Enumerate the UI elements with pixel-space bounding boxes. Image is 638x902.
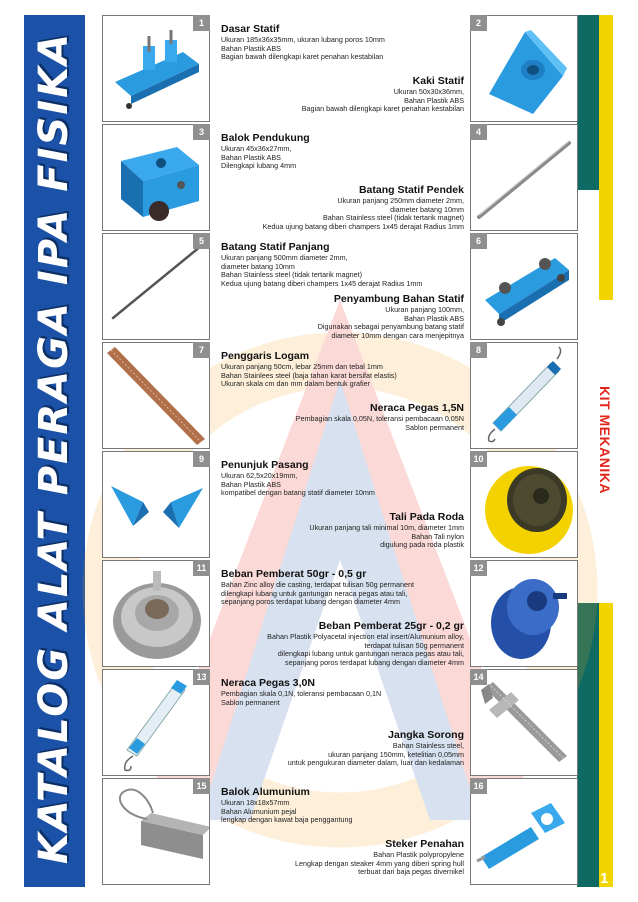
item-row-2 [102, 124, 578, 231]
item-spec: Bahan Stainless steel, [392, 741, 464, 750]
item-spec: Kedua ujung batang diberi champers 1x45 derajat Radius 1mm [262, 221, 464, 231]
item-title: Tali Pada Roda [389, 511, 464, 523]
item-image-10 [470, 451, 578, 558]
item-title: Batang Statif Panjang [221, 241, 330, 253]
balok-pendukung-icon [103, 125, 210, 231]
item-number: 13 [193, 669, 210, 685]
item-image-15 [102, 778, 210, 885]
item-spec: Bahan Alumunium pejal [221, 806, 297, 816]
item-spec: Kedua ujung batang diberi champers 1x45 derajat Radius 1mm [221, 278, 423, 288]
item-spec: Ukuran panjang tali minimal 10m, diameter 1mm [309, 523, 464, 532]
item-image-1 [102, 15, 210, 122]
penyambung-statif-icon [471, 234, 578, 340]
item-spec: dilengkapi lubang untuk gantungan neraca pegas atau tali, [221, 588, 408, 598]
item-spec: Ukuran panjang 500mm diameter 2mm, [221, 253, 348, 262]
item-description-15 [221, 786, 471, 825]
item-spec: Sablon permanent [221, 697, 280, 707]
item-row-1 [102, 15, 578, 122]
item-spec: Bahan Stainlees steel (baja tahan karat bersifat elastis) [221, 370, 397, 380]
item-spec: dilengkapi lubang untuk gantungan neraca pegas atau tali, [277, 649, 464, 659]
item-title: Dasar Statif [221, 23, 280, 35]
item-number: 11 [193, 560, 210, 576]
item-description-6 [204, 293, 464, 340]
item-spec: Ukuran panjang 50cm, lebar 25mm dan tebal 1mm [221, 362, 383, 371]
kaki-statif-icon [471, 16, 578, 122]
item-title: Penggaris Logam [221, 350, 310, 362]
teal-strip-top [577, 15, 599, 190]
item-spec: Lengkap dengan steaker 4mm yang diberi spring hull [294, 858, 464, 868]
yellow-strip-top [599, 15, 613, 300]
item-description-2 [204, 75, 464, 114]
neraca-pegas-icon [471, 343, 578, 449]
item-number: 4 [470, 124, 487, 140]
item-spec: Bahan Plastik ABS [221, 479, 281, 489]
item-spec: Sablon permanent [405, 422, 464, 432]
item-number: 8 [470, 342, 487, 358]
item-spec: lengkap dengan kawat baja penggantung [221, 815, 353, 825]
batang-statif-panjang-icon [103, 234, 210, 340]
item-image-8 [470, 342, 578, 449]
item-title: Beban Pemberat 25gr - 0,2 gr [318, 620, 464, 632]
steker-penahan-icon [471, 779, 578, 885]
item-spec: Ukuran panjang 250mm diameter 2mm, [337, 196, 464, 205]
item-title: Balok Pendukung [221, 132, 310, 144]
item-spec: Pembagian skala 0,1N, toleransi pembacaan 0,1N [221, 689, 382, 698]
item-description-11 [221, 568, 471, 607]
item-title: Penunjuk Pasang [221, 459, 309, 471]
item-spec: terbuat dari baja pegas divernikel [358, 867, 464, 877]
yellow-strip-bottom [599, 603, 613, 887]
item-image-3 [102, 124, 210, 231]
item-spec: terdapat tulisan 50g permanent [364, 640, 464, 650]
item-spec: sepanjang poros terdapat lubang dengan diameter 4mm [284, 657, 464, 667]
item-row-3 [102, 233, 578, 340]
item-spec: Pembagian skala 0,05N, toleransi pembacaan 0,05N [295, 414, 464, 423]
item-title: Beban Pemberat 50gr - 0,5 gr [221, 568, 367, 580]
item-number: 14 [470, 669, 487, 685]
teal-strip-bottom [577, 603, 599, 887]
item-title: Batang Statif Pendek [358, 184, 464, 196]
item-spec: Ukuran 18x18x57mm [221, 798, 290, 807]
item-spec: untuk pengukuran diameter dalam, luar dan kedalaman [287, 758, 464, 768]
item-spec: sepanjang poros terdapat lubang dengan diameter 4mm [221, 597, 401, 607]
item-number: 15 [193, 778, 210, 794]
item-spec: Bagian bawah dilengkapi karet penahan kestabilan [221, 52, 384, 62]
item-number: 12 [470, 560, 487, 576]
item-description-9 [221, 459, 471, 498]
item-description-3 [221, 132, 471, 171]
item-spec: diameter 10mm dengan cara menjepitnya [331, 330, 464, 340]
item-spec: Bagian bawah dilengkapi karet penahan kestabilan [301, 104, 464, 114]
item-spec: Ukuran 45x36x27mm, [221, 144, 292, 153]
item-image-7 [102, 342, 210, 449]
item-spec: ukuran panjang 150mm, ketelitian 0,05mm [328, 749, 464, 759]
item-number: 9 [193, 451, 210, 467]
penggaris-logam-icon [103, 343, 210, 449]
section-label: KIT MEKANIKA [597, 386, 613, 494]
item-spec: Ukuran 185x36x35mm, ukuran lubang poros 10mm [221, 35, 385, 44]
tali-roda-icon [471, 452, 578, 558]
item-number: 3 [193, 124, 210, 140]
dasar-statif-icon [103, 16, 210, 122]
item-description-13 [221, 677, 471, 707]
item-number: 1 [193, 15, 210, 31]
item-number: 6 [470, 233, 487, 249]
item-spec: Digunakan sebagai penyambung batang statif [317, 322, 464, 332]
item-description-10 [204, 511, 464, 550]
item-number: 10 [470, 451, 487, 467]
item-spec: Bahan Plastik ABS [221, 43, 281, 53]
item-image-14 [470, 669, 578, 776]
item-image-12 [470, 560, 578, 667]
item-description-7 [221, 350, 471, 389]
item-image-6 [470, 233, 578, 340]
item-image-2 [470, 15, 578, 122]
item-spec: Bahan Stainless steel (tidak tertarik magnet) [322, 213, 464, 223]
item-description-16 [204, 838, 464, 877]
item-image-13 [102, 669, 210, 776]
item-number: 5 [193, 233, 210, 249]
item-image-16 [470, 778, 578, 885]
neraca-pegas-3n-icon [103, 670, 210, 776]
item-spec: Bahan Plastik ABS [404, 313, 464, 323]
item-number: 7 [193, 342, 210, 358]
item-title: Jangka Sorong [388, 729, 464, 741]
item-spec: Ukuran 62,5x20x19mm, [221, 471, 298, 480]
item-spec: Ukuran skala cm dan mm dalam bentuk grafier [221, 379, 371, 389]
item-description-12 [204, 620, 464, 667]
item-spec: diameter batang 10mm [221, 261, 295, 271]
item-spec: Bahan Plastik ABS [404, 95, 464, 105]
item-row-6 [102, 560, 578, 667]
catalog-title: KATALOG ALAT PERAGA IPA FISIKA [31, 31, 77, 865]
item-spec: Ukuran panjang 100mm, [385, 305, 464, 314]
jangka-sorong-icon [471, 670, 578, 776]
item-spec: Bahan Plastik ABS [221, 152, 281, 162]
page-number: 1 [600, 870, 609, 887]
item-image-5 [102, 233, 210, 340]
item-description-4 [204, 184, 464, 231]
item-description-1 [221, 23, 471, 62]
penunjuk-pasang-icon [103, 452, 210, 558]
item-spec: Bahan Stainless steel (tidak tertarik magnet) [221, 270, 363, 280]
item-title: Balok Alumunium [221, 786, 310, 798]
item-description-5 [221, 241, 471, 288]
item-title: Neraca Pegas 3,0N [221, 677, 315, 689]
item-spec: Bahan Plastik polypropylene [373, 850, 464, 859]
batang-statif-pendek-icon [471, 125, 578, 231]
balok-alumunium-icon [103, 779, 210, 885]
item-spec: Bahan Tali nylon [411, 531, 464, 541]
item-description-14 [204, 729, 464, 768]
item-row-7 [102, 669, 578, 776]
item-row-5 [102, 451, 578, 558]
item-spec: diameter batang 10mm [390, 204, 464, 214]
beban-pemberat-logam-icon [103, 561, 210, 667]
item-number: 16 [470, 778, 487, 794]
item-spec: kompatibel dengan batang statif diameter 10mm [221, 488, 375, 498]
item-title: Neraca Pegas 1,5N [370, 402, 464, 414]
item-spec: Bahan Plastik Polyacetal injection etal insert/Alumunium alloy, [267, 632, 464, 641]
item-spec: digulung pada roda plastik [380, 540, 464, 550]
item-spec: Dilengkapi lubang 4mm [221, 161, 297, 171]
item-spec: Bahan Zinc alloy die casting, terdapat tulisan 50g permanent [221, 580, 414, 589]
item-title: Steker Penahan [385, 838, 464, 850]
item-row-8 [102, 778, 578, 885]
item-number: 2 [470, 15, 487, 31]
item-image-11 [102, 560, 210, 667]
item-title: Kaki Statif [412, 75, 464, 87]
item-image-4 [470, 124, 578, 231]
item-spec: Ukuran 50x30x36mm, [393, 87, 464, 96]
beban-pemberat-plastik-icon [471, 561, 578, 667]
item-row-4 [102, 342, 578, 449]
item-title: Penyambung Bahan Statif [333, 293, 464, 305]
item-image-9 [102, 451, 210, 558]
item-description-8 [204, 402, 464, 432]
